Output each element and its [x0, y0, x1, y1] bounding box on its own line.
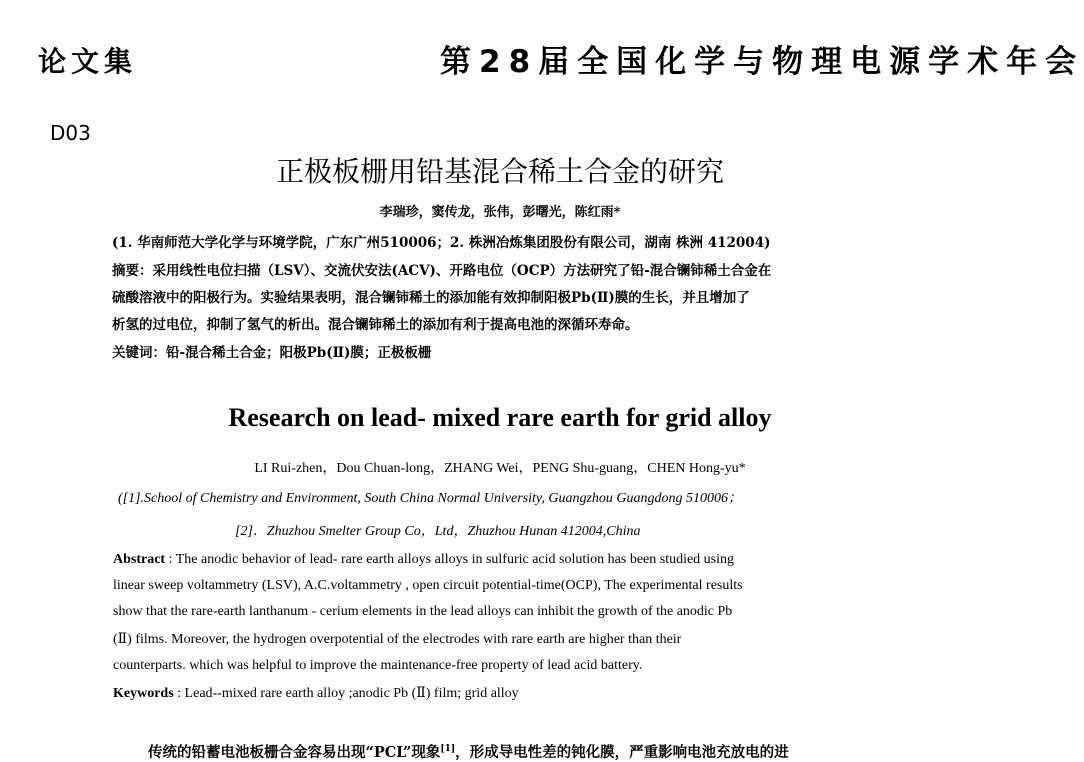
en-authors: LI Rui-zhen，Dou Chuan-long，ZHANG Wei，PENG Shu-guang，CHEN Hong-yu*	[254, 461, 746, 476]
cn-keywords	[112, 341, 431, 361]
en-title: Research on lead- mixed rare earth for grid alloy	[228, 403, 772, 432]
body-paragraph-first-line	[148, 741, 789, 762]
en-abstract-line-3: show that the rare-earth lanthanum - cerium elements in the lead alloys can inhibit the growth of the anodic Pb	[113, 604, 733, 619]
citation-ref: [1]	[440, 744, 456, 755]
en-abstract-label: Abstract	[113, 552, 166, 567]
body-text-before-ref: 传统的铅蓄电池板栅合金容易出现“PCL”现象	[148, 744, 441, 761]
en-keywords-text: : Lead--mixed rare earth alloy ;anodic Pb (Ⅱ) film; grid alloy	[173, 686, 519, 701]
cn-keywords-text: 铅-混合稀土合金；阳极Pb(Ⅱ)膜；正极板栅	[166, 345, 432, 361]
en-abstract-line-4: (Ⅱ) films. Moreover, the hydrogen overpotential of the electrodes with rare earth are higher than their	[113, 632, 682, 647]
en-abstract-line-2: linear sweep voltammetry (LSV), A.C.voltammetry , open circuit potential-time(OCP), The experimental results	[113, 578, 743, 593]
en-keywords	[113, 685, 519, 702]
cn-affiliation: (1. 华南师范大学化学与环境学院，广东广州510006；2. 株洲冶炼集团股份有限公司，湖南 株洲 412004)	[112, 235, 771, 251]
conference-title: 第28届全国化学与物理电源学术年会	[440, 44, 1084, 80]
en-affiliation-2: [2]．Zhuzhou Smelter Group Co，Ltd，Zhuzhou Hunan 412004,China	[235, 524, 641, 539]
en-affiliation-1: ([1].School of Chemistry and Environment, South China Normal University, Guangzhou Guangdong 510006；	[118, 491, 743, 506]
en-abstract-line-5: counterparts. which was helpful to improve the maintenance-free property of lead acid battery.	[113, 658, 643, 673]
cn-abstract-line-3: 析氢的过电位，抑制了氢气的析出。混合镧铈稀土的添加有利于提高电池的深循环寿命。	[112, 317, 639, 333]
en-keywords-label: Keywords	[113, 686, 174, 701]
cn-keywords-label: 关键词：	[112, 345, 166, 361]
cn-abstract-line-1	[112, 259, 771, 279]
paper-code: D03	[50, 121, 91, 145]
cn-abstract-text: 采用线性电位扫描（LSV）、交流伏安法(ACV)、开路电位（OCP）方法研究了铅-混合镧铈稀土合金在	[152, 263, 772, 279]
cn-abstract-label: 摘要：	[112, 263, 153, 279]
cn-authors: 李瑞珍，窦传龙，张伟，彭曙光，陈红雨*	[379, 205, 621, 220]
en-abstract-text: : The anodic behavior of lead- rare earth alloys alloys in sulfuric acid solution has been studied using	[165, 552, 735, 567]
collection-label: 论文集	[38, 45, 138, 78]
cn-abstract-line-2: 硫酸溶液中的阳极行为。实验结果表明，混合镧铈稀土的添加能有效抑制阳极Pb(Ⅱ)膜的生长，并且增加了	[112, 290, 750, 306]
cn-title: 正极板栅用铅基混合稀土合金的研究	[275, 155, 724, 188]
en-abstract-line-1	[113, 552, 734, 568]
body-text-after-ref: ，形成导电性差的钝化膜，严重影响电池充放电的进	[455, 744, 789, 761]
